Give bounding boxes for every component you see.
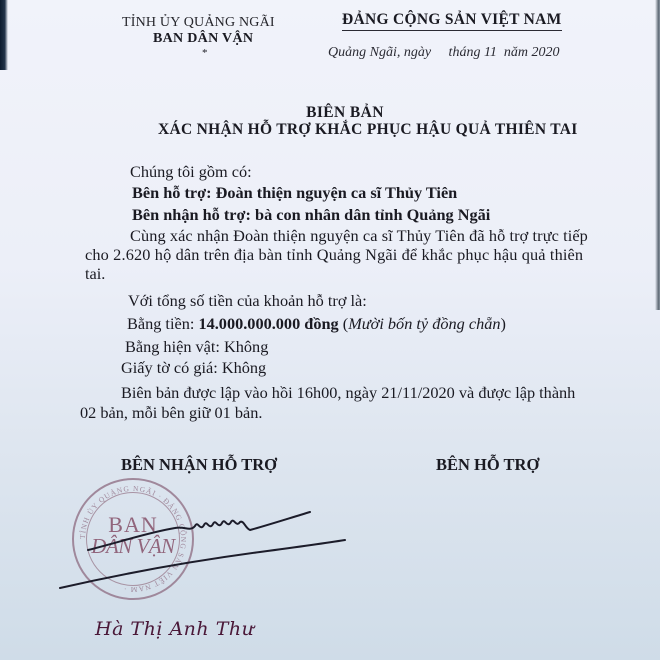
cash-amount: 14.000.000.000 đồng	[198, 314, 339, 333]
document-subtitle: XÁC NHẬN HỖ TRỢ KHẮC PHỤC HẬU QUẢ THIÊN TAI	[158, 121, 578, 138]
header-star-mark: *	[202, 47, 208, 59]
handwritten-signature-icon	[0, 470, 360, 590]
record-line-1: Biên bản được lập vào hồi 16h00, ngày 21/11/2020 và được lập thành	[121, 383, 576, 402]
issuer-org-line2: BAN DÂN VẬN	[153, 31, 254, 46]
receiver-signature-heading: BÊN NHẬN HỖ TRỢ	[121, 455, 278, 474]
photo-edge-left	[0, 0, 8, 70]
supporter-label: Bên hỗ trợ:	[132, 183, 216, 202]
supporter-line	[132, 183, 457, 203]
record-line-2: 02 bản, mỗi bên giữ 01 bản.	[80, 403, 263, 422]
paren-close: )	[500, 314, 506, 333]
valuable-papers-line: Giấy tờ có giá: Không	[121, 358, 267, 377]
receiver-label: Bên nhận hỗ trợ:	[132, 205, 256, 224]
seal-text-top: BAN	[108, 512, 158, 537]
cash-label: Bằng tiền:	[127, 314, 199, 333]
receiver-value: bà con nhân dân tỉnh Quảng Ngãi	[255, 205, 491, 224]
place-date-line: Quảng Ngãi, ngày tháng 11 năm 2020	[328, 45, 560, 60]
confirm-line-2: cho 2.620 hộ dân trên địa bàn tỉnh Quảng Ngãi để khắc phục hậu quả thiên	[85, 245, 584, 264]
document-title: BIÊN BẢN	[306, 104, 384, 121]
supporter-signature-heading: BÊN HỖ TRỢ	[436, 455, 540, 474]
paren-open: (	[338, 314, 349, 333]
receiver-line	[132, 205, 490, 225]
issuer-org-line1: TỈNH ỦY QUẢNG NGÃI	[122, 15, 275, 30]
confirm-line-3: tai.	[85, 264, 106, 283]
cash-line	[127, 314, 506, 334]
supporter-value: Đoàn thiện nguyện ca sĩ Thủy Tiên	[215, 183, 458, 202]
cash-amount-words: Mười bốn tỷ đồng chẵn	[348, 314, 501, 333]
total-intro-line: Với tổng số tiền của khoản hỗ trợ là:	[128, 291, 367, 310]
photo-edge-right	[655, 0, 660, 310]
intro-line: Chúng tôi gồm có:	[130, 162, 252, 181]
party-heading: ĐẢNG CỘNG SẢN VIỆT NAM	[342, 11, 562, 31]
signer-name: Hà Thị Anh Thư	[95, 618, 255, 640]
seal-text-bottom: DÂN VẬN	[91, 534, 175, 558]
in-kind-line: Bằng hiện vật: Không	[125, 337, 269, 356]
svg-text:TỈNH ỦY QUẢNG NGÃI · ĐẢNG CỘNG: TỈNH ỦY QUẢNG NGÃI · ĐẢNG CỘNG SẢN VIỆT NAM ·	[77, 483, 189, 595]
confirm-line-1: Cùng xác nhận Đoàn thiện nguyện ca sĩ Thủy Tiên đã hỗ trợ trực tiếp	[130, 226, 588, 245]
